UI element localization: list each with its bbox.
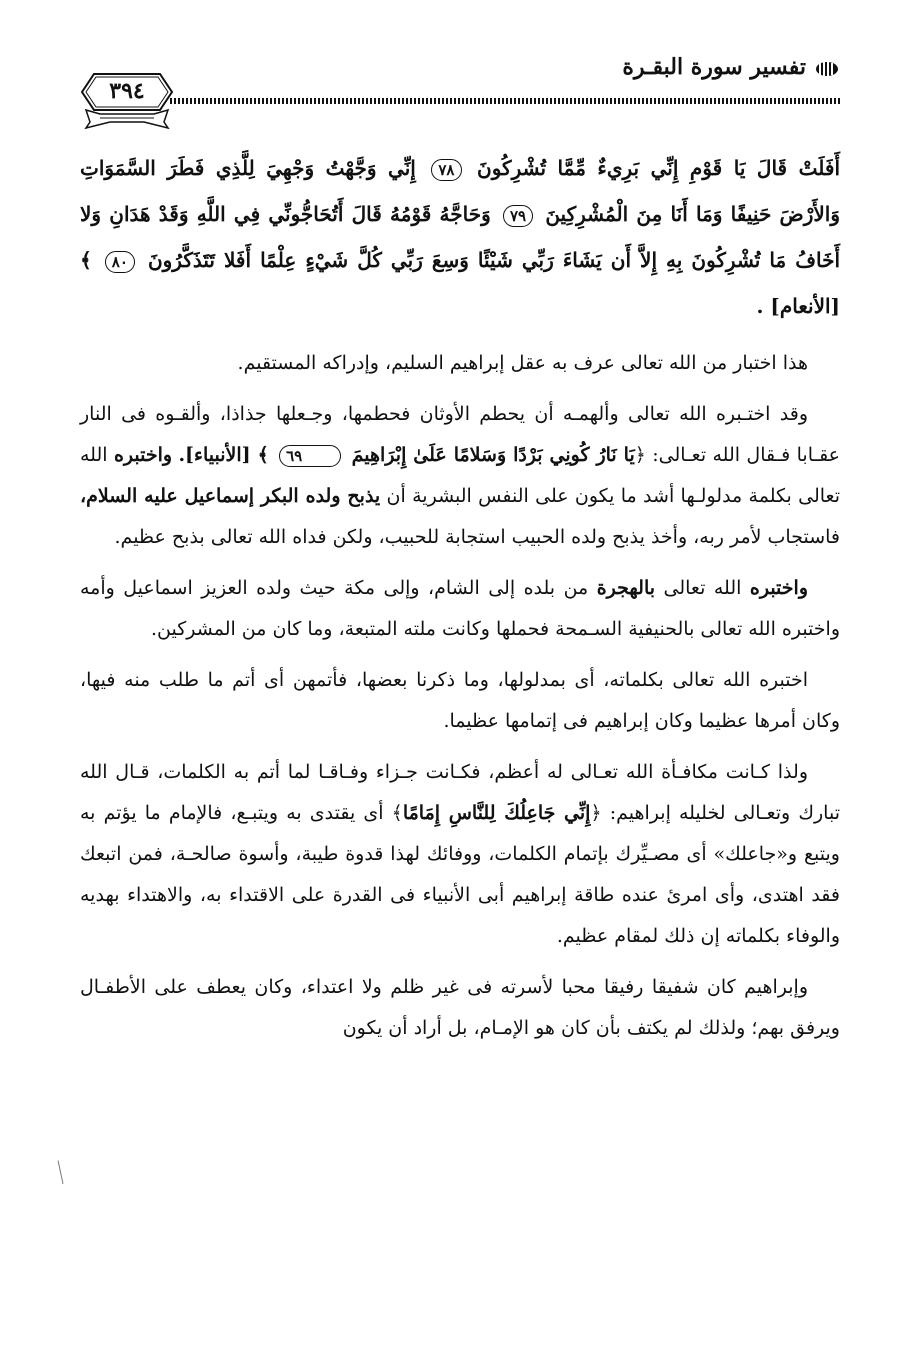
- paragraph-5: [80, 752, 840, 957]
- quote-inni-jaailuka: إِنِّي جَاعِلُكَ لِلنَّاسِ إِمَامًا: [402, 802, 591, 824]
- paragraph-1-text: هذا اختبار من الله تعالى عرف به عقل إبراهيم السليم، وإدراكه المستقيم.: [237, 352, 808, 374]
- header-rule: [170, 98, 840, 104]
- page-number: ٣٩٤: [109, 78, 145, 104]
- paragraph-5-text-a: ولذا كـانت مكافـأة الله تعـالى له أعظم، فكـانت جـزاء وفـاقـا لما أتم به الكلمات، قـال الله تبارك وتعـالى لخليله إبراهيم: ﴿: [80, 761, 840, 824]
- quran-verse-block: [80, 145, 840, 329]
- running-title: [622, 54, 840, 80]
- surah-reference-anam: ﴾ [الأنعام] .: [80, 248, 840, 318]
- paragraph-3-text-a: الله تعالى: [663, 577, 742, 599]
- paragraph-6: [80, 967, 840, 1049]
- ayah-number-78: ٧٨: [431, 159, 461, 181]
- bold-ikhtabarahu-2: واختبره: [749, 577, 808, 599]
- verse-line-3: وَحَاجَّهُ قَوْمُهُ قَالَ أَتُحَاجُّونِّي فِي اللَّهِ وَقَدْ هَدَانِ وَلا أَخَافُ مَا تُشْرِكُونَ بِهِ إِلاَّ أَن يَشَاءَ رَبِّي شَيْئًا وَسِعَ رَبِّي كُلَّ شَيْءٍ عِلْمًا أَفَلا تَتَذَكَّرُونَ: [80, 202, 840, 272]
- paragraph-2-text-b: الله تعالى بكلمة مدلولـها أشد ما يكون على النفس البشرية أن: [80, 444, 840, 507]
- bold-hijra: بالهجرة: [596, 577, 656, 599]
- margin-pencil-mark: [58, 1160, 66, 1184]
- bold-sacrifice-phrase: يذبح ولده البكر إسماعيل عليه السلام،: [80, 485, 381, 507]
- paragraph-4: [80, 660, 840, 742]
- paragraph-2-text-a: وقد اختـبره الله تعالى وألهمـه أن يحطم الأوثان فحطمها، وجـعلها جذاذا، وألقـوه فى النار عقـابا فـقال الله تعـالى: ﴿: [80, 403, 841, 466]
- bold-ikhtabarahu: واختبره: [113, 444, 173, 466]
- verse-line-1: أَفَلَتْ قَالَ يَا قَوْمِ إِنِّي بَرِيءٌ مِّمَّا تُشْرِكُونَ: [477, 156, 840, 180]
- paragraph-2-text-c: فاستجاب لأمر ربه، وأخذ يذبح ولده الحبيب استجابة للحبيب، ولكن فداه الله تعالى بذبح عظيم.: [114, 526, 840, 548]
- ayah-number-79: ٧٩: [503, 205, 533, 227]
- ayah-number-80: ٨٠: [105, 251, 135, 273]
- verse-line-2: إِنِّي وَجَّهْتُ وَجْهِيَ لِلَّذِي فَطَرَ السَّمَوَاتِ وَالأَرْضَ حَنِيفًا وَمَا أَنَا مِنَ الْمُشْرِكِينَ: [80, 156, 840, 226]
- running-title-text: تفسير سورة البقـرة: [622, 54, 806, 80]
- paragraph-3-text-b: من بلده إلى الشام، وإلى مكة حيث ولده العزيز اسماعيل وأمه واختبره الله تعالى بالحنيفية السـمحة فحملها وكانت ملته المتبعة، وما كان من المشركين.: [80, 577, 840, 640]
- paragraph-2: [80, 394, 840, 558]
- paragraph-6-text: وإبراهيم كان شفيقا رفيقا محبا لأسرته فى غير ظلم ولا اعتداء، وكان يعطف على الأطفـال ويرفق بهم؛ ولذلك لم يكتف بأن كان هو الإمـام، بل أراد أن يكون: [80, 976, 840, 1039]
- paragraph-5-text-b: ﴾ أى يقتدى به ويتبـع، فالإمام ما يؤتم به ويتبع و«جاعلك» أى مصـيِّرك بإتمام الكلمات، ووفائك لهذا قدوة طيبة، وأسوة صالحـة، فمن اتبعك فقد اهتدى، وأى امرئ عنده طاقة إبراهيم أبى الأنبياء فى القدرة على الاقتداء به، والاهتداء بهديه والوفاء بكلماته إن ذلك لمقام عظيم.: [80, 802, 840, 947]
- page-header: [80, 40, 840, 135]
- paragraph-1: [80, 343, 840, 384]
- surah-reference-anbiya: ﴾ [الأنبياء].: [178, 444, 269, 466]
- paragraph-4-text: اختبره الله تعالى بكلماته، أى بمدلولها، وما ذكرنا بعضها، فأتمهن أى أتم ما طلب منه فيها، وكان أمرها عظيما وكان إبراهيم فى إتمامها عظيما.: [80, 669, 840, 732]
- page-number-badge: [80, 70, 174, 132]
- ayah-number-69: ٦٩: [279, 445, 341, 467]
- page-content: [80, 145, 840, 1059]
- paragraph-3: [80, 568, 840, 650]
- floral-ornament-icon: [814, 58, 840, 76]
- quote-ya-naru: يَا نَارُ كُونِي بَرْدًا وَسَلامًا عَلَىٰ إِبْرَاهِيمَ: [351, 444, 635, 466]
